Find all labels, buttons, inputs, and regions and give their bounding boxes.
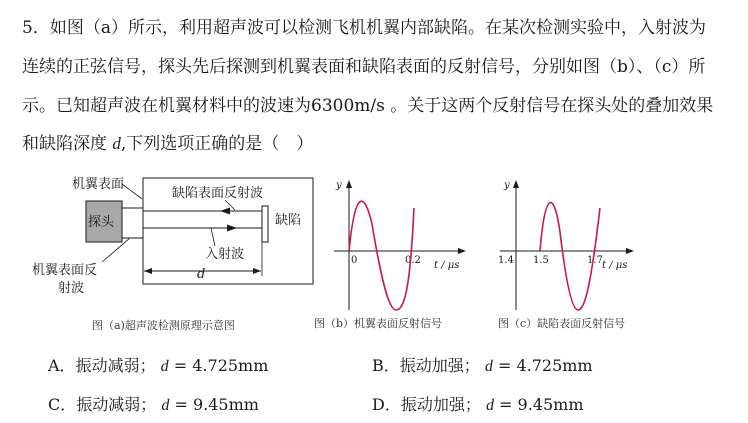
option-a-text: 振动减弱；	[75, 356, 156, 375]
figure-a-caption: 图（a)超声波检测原理示意图	[92, 319, 235, 332]
figure-c-tick-3: 1.7	[587, 255, 603, 266]
option-b-var: d	[484, 358, 493, 375]
figure-b-y-label: y	[336, 180, 342, 191]
wing-reflect-label-1: 机翼表面反	[32, 263, 98, 278]
option-c-var: d	[161, 397, 170, 414]
option-d[interactable]	[372, 395, 584, 416]
figure-b-chart	[312, 172, 472, 332]
figure-a-diagram	[30, 166, 320, 341]
option-c-text: 振动减弱；	[76, 395, 157, 414]
figure-c-tick-1: 1.4	[498, 255, 514, 266]
probe-label: 探头	[88, 215, 115, 230]
option-d-value: = 9.45mm	[493, 395, 584, 414]
question-line-1: 5．如图（a）所示，利用超声波可以检测飞机机翼内部缺陷。在某次检测实验中，入射波为	[22, 18, 706, 38]
figure-b-t-label: t / μs	[434, 260, 460, 271]
d-arrow-right	[253, 268, 261, 274]
figure-c-chart	[492, 172, 652, 332]
option-b[interactable]	[372, 356, 593, 377]
option-b-letter: B．	[372, 356, 400, 375]
question-line-4	[22, 134, 313, 154]
wing-surface-label: 机翼表面	[72, 177, 125, 192]
defect-reflect-arrowhead	[220, 208, 230, 215]
option-a-letter: A．	[48, 356, 76, 375]
question-line-2: 连续的正弦信号，探头先后探测到机翼表面和缺陷表面的反射信号，分别如图（b）、（c）所	[22, 57, 706, 77]
question-line-4-pre: 和缺陷深度	[22, 134, 113, 154]
question-line-3: 示。已知超声波在机翼材料中的波速为6300m/s 。关于这两个反射信号在探头处的叠加效果	[22, 96, 714, 116]
option-a[interactable]	[48, 356, 268, 377]
figure-c-tick-2: 1.5	[533, 255, 549, 266]
figure-c-caption: 图（c）缺陷表面反射信号	[498, 317, 626, 330]
figure-c-t-label: t / μs	[602, 260, 628, 271]
option-d-letter: D．	[372, 395, 401, 414]
option-c-value: = 9.45mm	[169, 395, 259, 414]
depth-variable: d	[112, 134, 121, 153]
defect-label: 缺陷	[275, 213, 302, 228]
wing-reflect-label-2: 射波	[58, 281, 85, 296]
option-a-value: = 4.725mm	[168, 356, 269, 375]
figure-b-tick-start: 0	[351, 255, 358, 266]
option-b-value: = 4.725mm	[492, 356, 593, 375]
figure-c-y-label: y	[504, 180, 510, 191]
option-c[interactable]	[48, 395, 259, 416]
defect-block	[262, 206, 268, 242]
option-d-var: d	[485, 397, 494, 414]
incident-arrowhead	[227, 225, 237, 232]
d-label: d	[197, 267, 206, 282]
option-b-text: 振动加强；	[399, 356, 480, 375]
incident-label: 入射波	[205, 247, 245, 262]
question-line-4-post: ,下列选项正确的是（ ）	[120, 134, 314, 154]
defect-reflect-label: 缺陷表面反射波	[172, 186, 264, 201]
option-c-letter: C．	[48, 395, 77, 414]
option-a-var: d	[160, 358, 169, 375]
figure-b-tick-end: 0.2	[405, 255, 421, 266]
option-d-text: 振动加强；	[400, 395, 481, 414]
figure-b-caption: 图（b）机翼表面反射信号	[314, 317, 443, 330]
d-arrow-left	[144, 268, 152, 274]
